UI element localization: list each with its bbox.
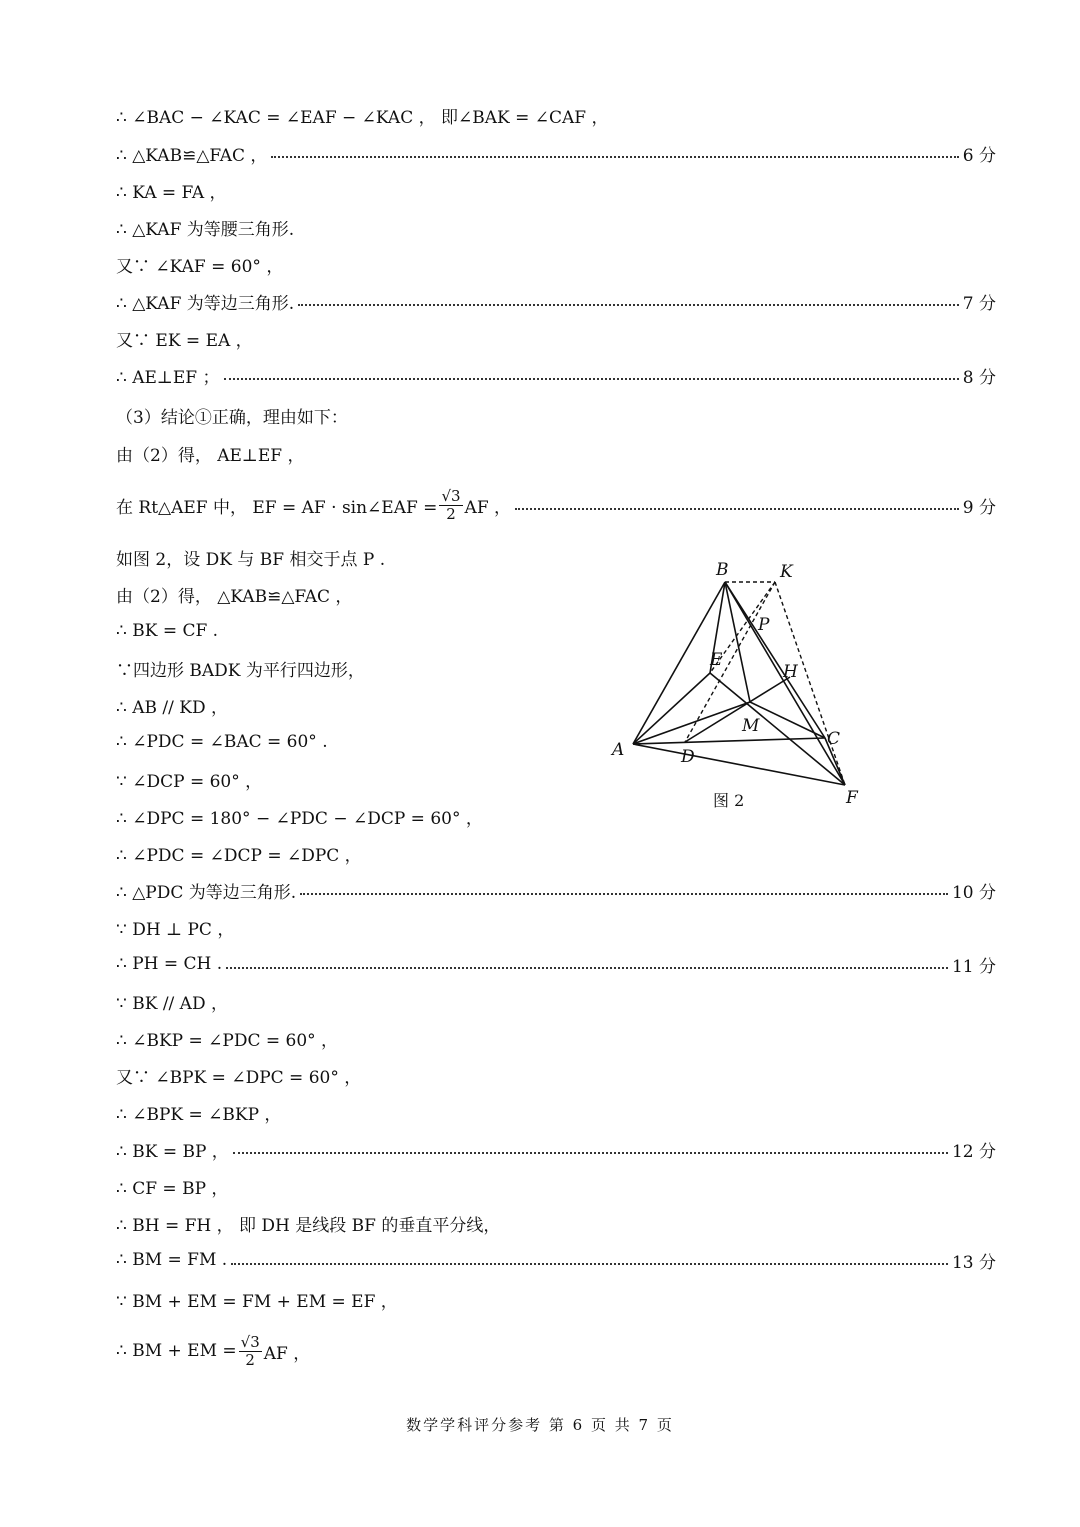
score-mark: 7 分 bbox=[962, 293, 996, 314]
segment-AF bbox=[633, 744, 845, 785]
proof-line-6: ∴ △KAF 为等边三角形. 7 分 bbox=[116, 286, 996, 316]
dot-leader bbox=[298, 304, 959, 306]
label-B: B bbox=[716, 560, 729, 580]
label-K: K bbox=[780, 562, 793, 582]
proof-line-21: ∵ DH ⊥ PC ， bbox=[116, 919, 235, 940]
score-mark: 12 分 bbox=[951, 1141, 996, 1162]
proof-line-13: ∴ BK = CF . bbox=[116, 621, 219, 641]
fraction: $\frac{√3}{2}$ bbox=[441, 487, 461, 523]
proof-line-11: 如图 2，设 DK 与 BF 相交于点 P . bbox=[116, 549, 386, 570]
label-P: P bbox=[758, 615, 770, 635]
proof-line-1: ∴ ∠BAC − ∠KAC = ∠EAF − ∠KAC ， 即∠BAK = ∠CAF ， bbox=[116, 107, 609, 128]
score-mark: 11 分 bbox=[951, 956, 996, 977]
proof-line-12: 由（2）得， △KAB≌△FAC ， bbox=[116, 586, 353, 607]
dot-leader bbox=[233, 1152, 948, 1154]
proof-line-29: ∴ BH = FH ， 即 DH 是线段 BF 的垂直平分线， bbox=[116, 1215, 501, 1236]
proof-line-28: ∴ CF = BP ， bbox=[116, 1178, 229, 1199]
segment-AC bbox=[633, 738, 825, 744]
label-C: C bbox=[827, 729, 841, 749]
dot-leader bbox=[226, 967, 948, 969]
proof-line-22: ∴ PH = CH . 11 分 bbox=[116, 949, 996, 979]
label-H: H bbox=[783, 662, 798, 682]
segment-BM bbox=[725, 582, 750, 702]
proof-line-31: ∵ BM + EM = FM + EM = EF ， bbox=[116, 1291, 398, 1312]
dot-leader bbox=[271, 156, 958, 158]
proof-line-20: ∴ △PDC 为等边三角形. 10 分 bbox=[116, 875, 996, 905]
dot-leader bbox=[515, 508, 959, 510]
label-D: D bbox=[681, 747, 695, 767]
page-footer: 数学学科评分参考 第 6 页 共 7 页 bbox=[406, 1416, 674, 1434]
proof-line-rt: 在 Rt△AEF 中， EF = AF · sin∠EAF = $\frac{√3}{2}$ AF ， 9 分 bbox=[116, 487, 996, 523]
segment-DH bbox=[685, 677, 790, 742]
dot-leader bbox=[224, 378, 959, 380]
proof-line-14: ∵四边形 BADK 为平行四边形， bbox=[116, 660, 365, 681]
segment-BF bbox=[725, 582, 845, 785]
score-mark: 10 分 bbox=[951, 882, 996, 903]
proof-line-4: ∴ △KAF 为等腰三角形. bbox=[116, 219, 295, 240]
proof-line-8: ∴ AE⊥EF ； 8 分 bbox=[116, 360, 996, 390]
figure-svg bbox=[600, 555, 870, 815]
proof-line-9: （3）结论①正确，理由如下： bbox=[116, 407, 348, 428]
label-E: E bbox=[710, 650, 723, 670]
proof-line-27: ∴ BK = BP ， 12 分 bbox=[116, 1134, 996, 1164]
proof-line-16: ∴ ∠PDC = ∠BAC = 60° . bbox=[116, 732, 328, 752]
segment-EF bbox=[710, 673, 845, 785]
fraction: $\frac{√3}{2}$ bbox=[240, 1333, 260, 1369]
dot-leader bbox=[300, 893, 948, 895]
proof-line-15: ∴ AB // KD ， bbox=[116, 697, 228, 718]
proof-line-7: 又∵ EK = EA ， bbox=[116, 330, 253, 351]
figure-caption: 图 2 bbox=[713, 791, 745, 810]
proof-line-25: 又∵ ∠BPK = ∠DPC = 60° ， bbox=[116, 1067, 362, 1088]
proof-line-last: ∴ BM + EM = $\frac{√3}{2}$ AF ， bbox=[116, 1333, 311, 1369]
proof-line-24: ∴ ∠BKP = ∠PDC = 60° ， bbox=[116, 1030, 339, 1051]
geometry-figure bbox=[600, 555, 870, 815]
score-mark: 8 分 bbox=[962, 367, 996, 388]
score-mark: 9 分 bbox=[962, 497, 996, 518]
proof-line-23: ∵ BK // AD ， bbox=[116, 993, 228, 1014]
score-mark: 13 分 bbox=[951, 1252, 996, 1273]
proof-line-19: ∴ ∠PDC = ∠DCP = ∠DPC ， bbox=[116, 845, 362, 866]
proof-line-5: 又∵ ∠KAF = 60° ， bbox=[116, 256, 284, 277]
proof-line-2: ∴ △KAB≌△FAC ， 6 分 bbox=[116, 138, 996, 168]
label-M: M bbox=[742, 716, 760, 736]
proof-line-10: 由（2）得， AE⊥EF ， bbox=[116, 445, 305, 466]
proof-line-26: ∴ ∠BPK = ∠BKP ， bbox=[116, 1104, 282, 1125]
proof-line-18: ∴ ∠DPC = 180° − ∠PDC − ∠DCP = 60° ， bbox=[116, 808, 483, 829]
label-F: F bbox=[846, 788, 858, 808]
proof-line-30: ∴ BM = FM . 13 分 bbox=[116, 1245, 996, 1275]
dot-leader bbox=[231, 1263, 948, 1265]
proof-line-17: ∵ ∠DCP = 60° ， bbox=[116, 771, 263, 792]
label-A: A bbox=[612, 740, 625, 760]
score-mark: 6 分 bbox=[962, 145, 996, 166]
proof-line-3: ∴ KA = FA ， bbox=[116, 182, 227, 203]
